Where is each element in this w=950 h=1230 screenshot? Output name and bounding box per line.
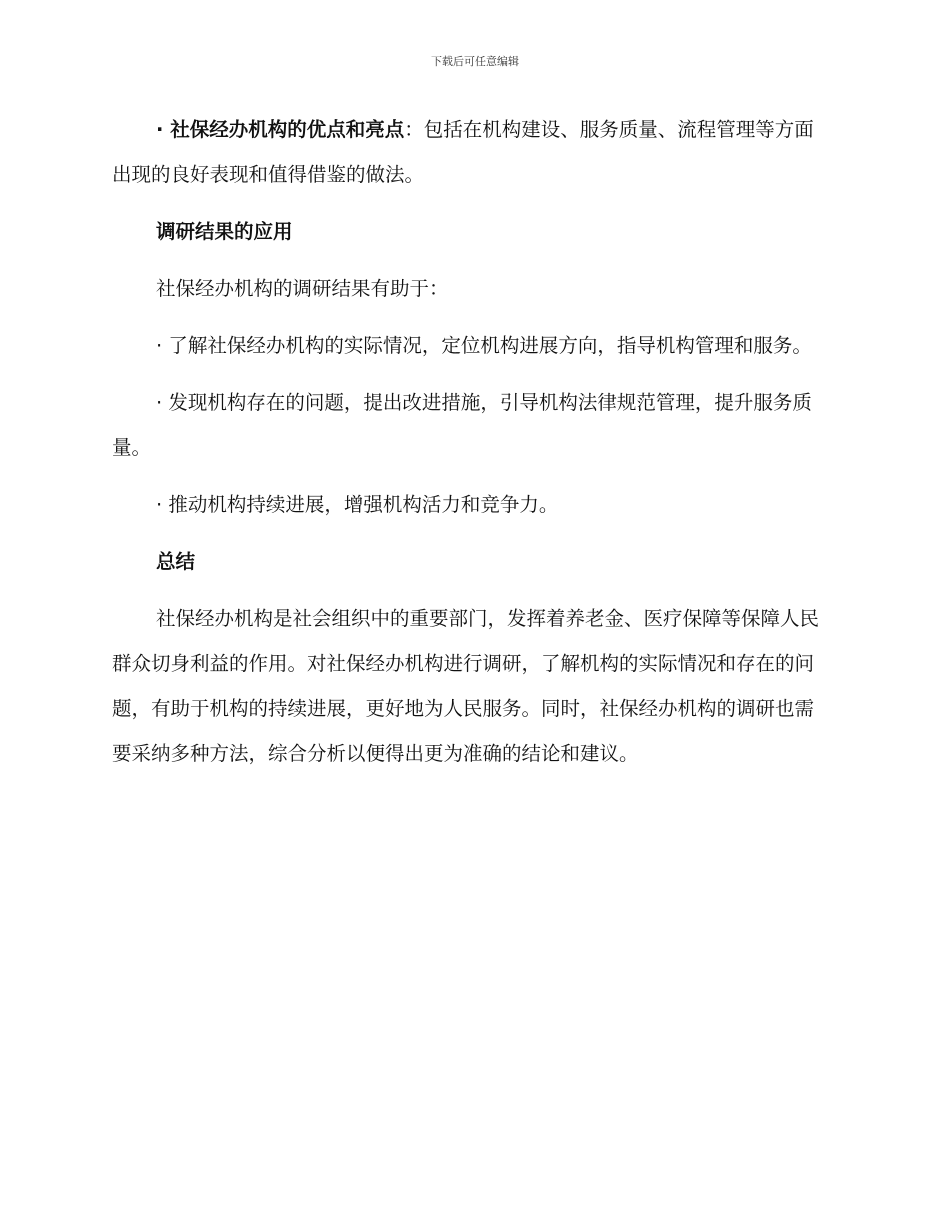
heading-application: 调研结果的应用	[156, 220, 293, 243]
page-header: 下载后可任意编辑	[431, 55, 519, 68]
paragraph-summary: 社保经办机构是社会组织中的重要部门，发挥着养老金、医疗保障等保障人民群众切身利益的作用。对社保经办机构进行调研，了解机构的实际情况和存在的问题，有助于机构的持续进展，更好地为人民服务。同时，社保经办机构的调研也需要采纳多种方法，综合分析以便得出更为准确的结论和建议。	[112, 607, 820, 765]
paragraph-intro: 社保经办机构的调研结果有助于：	[156, 277, 449, 300]
paragraph-advantages	[112, 107, 832, 197]
advantages-label: · 社保经办机构的优点和亮点	[156, 118, 405, 141]
heading-summary: 总结	[156, 550, 196, 573]
advantages-text: ：包括在机构建设、服务质量、流程管理等方面出现的良好表现和值得借鉴的做法。	[112, 118, 814, 186]
bullet-item-1: · 了解社保经办机构的实际情况，定位机构进展方向，指导机构管理和服务。	[156, 334, 812, 357]
document-body	[112, 107, 832, 776]
bullet-item-2: · 发现机构存在的问题，提出改进措施，引导机构法律规范管理，提升服务质量。	[112, 391, 812, 459]
bullet-item-3: · 推动机构持续进展，增强机构活力和竞争力。	[156, 493, 559, 516]
